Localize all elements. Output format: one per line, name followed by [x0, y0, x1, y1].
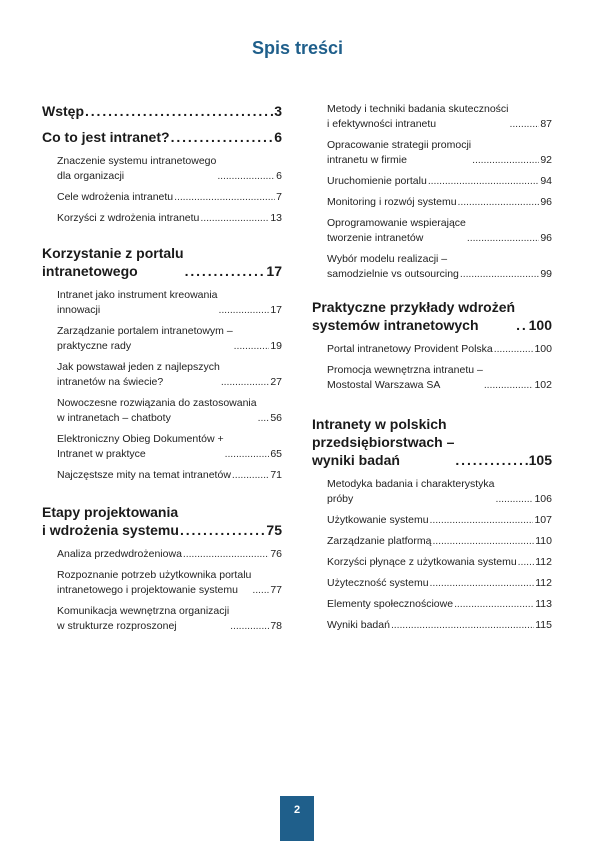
toc-right-sections: [312, 298, 552, 633]
dot-leader: [510, 117, 540, 132]
toc-entry[interactable]: [327, 174, 552, 189]
toc-entry-title: Metodyka badania i charakterystyka próby: [327, 478, 495, 505]
toc-entry-page: 17: [270, 304, 282, 316]
toc-entry-page: 99: [540, 268, 552, 280]
toc-entry-page: 110: [535, 535, 552, 547]
toc-right-column: [312, 102, 552, 655]
toc-entry-title: Analiza przedwdrożeniowa: [57, 548, 182, 560]
toc-entry[interactable]: [327, 534, 552, 549]
toc-entry-title: Rozpoznanie potrzeb użytkownika portalu intranetowego i projektowanie systemu: [57, 569, 252, 596]
toc-entry[interactable]: [327, 342, 552, 357]
toc-entry-title: Metody i techniki badania skuteczności i efektywności intranetu: [327, 103, 509, 130]
dot-leader: [85, 102, 273, 120]
toc-entry[interactable]: [327, 597, 552, 612]
toc-entry[interactable]: [327, 195, 552, 210]
toc-entry-title: Korzyści z wdrożenia intranetu: [57, 212, 200, 224]
toc-entry-page: 100: [534, 343, 552, 355]
toc-entry[interactable]: [57, 211, 282, 226]
toc-section: [42, 503, 282, 634]
dot-leader: [232, 468, 269, 483]
dot-leader: [516, 316, 528, 334]
toc-section-items: [42, 288, 282, 483]
toc-section: [42, 244, 282, 483]
toc-entry-page: 102: [534, 379, 552, 391]
toc-section-page: 17: [266, 263, 282, 279]
toc-section-title: Wstęp: [42, 103, 84, 119]
toc-section-items: [42, 547, 282, 634]
toc-section: [312, 298, 552, 393]
dot-leader: [225, 447, 270, 462]
dot-leader: [234, 339, 270, 354]
dot-leader: [484, 378, 534, 393]
toc-entry-title: Monitoring i rozwój systemu: [327, 196, 457, 208]
toc-entry-page: 71: [270, 469, 282, 481]
toc-entry-title: Oprogramowanie wspierające tworzenie intranetów: [327, 217, 466, 244]
toc-section: [312, 415, 552, 633]
toc-entry[interactable]: [327, 477, 552, 507]
toc-entry-title: Wybór modelu realizacji – samodzielnie vs outsourcing: [327, 253, 459, 280]
dot-leader: [174, 190, 275, 205]
toc-section: [42, 102, 282, 120]
toc-entry[interactable]: [57, 604, 282, 634]
dot-leader: [180, 521, 265, 539]
page-title: Spis treści: [251, 38, 344, 58]
toc-section-page: 6: [274, 129, 282, 145]
toc-entry-title: Elektroniczny Obieg Dokumentów + Intranet w praktyce: [57, 433, 224, 460]
toc-entry[interactable]: [327, 102, 552, 132]
toc-entry-title: Komunikacja wewnętrzna organizacji w strukturze rozproszonej: [57, 605, 230, 632]
toc-section-items: [312, 342, 552, 393]
dot-leader: [221, 375, 269, 390]
toc-entry[interactable]: [327, 513, 552, 528]
toc-entry-title: Uruchomienie portalu: [327, 175, 427, 187]
toc-entry-page: 27: [270, 376, 282, 388]
page-number-badge: 2: [280, 796, 314, 841]
dot-leader: [467, 231, 539, 246]
dot-leader: [185, 262, 266, 280]
toc-entry[interactable]: [57, 324, 282, 354]
toc-section-title: Korzystanie z portalu intranetowego: [42, 245, 184, 279]
toc-entry-page: 96: [540, 232, 552, 244]
toc-entry[interactable]: [327, 618, 552, 633]
toc-entry-page: 112: [535, 556, 552, 568]
toc-entry[interactable]: [57, 154, 282, 184]
toc-entry-page: 78: [270, 620, 282, 632]
toc-entry[interactable]: [327, 216, 552, 246]
toc-entry-page: 76: [270, 548, 282, 560]
toc-entry[interactable]: [57, 568, 282, 598]
toc-entry-title: Zarządzanie portalem intranetowym – praktyczne rady: [57, 325, 233, 352]
toc-entry-page: 112: [535, 577, 552, 589]
toc-section-heading[interactable]: [312, 298, 552, 334]
toc-entry[interactable]: [57, 468, 282, 483]
dot-leader: [460, 267, 539, 282]
toc-section-page: 105: [528, 452, 552, 468]
toc-entry-title: Wyniki badań: [327, 619, 390, 631]
toc-section-title: Praktyczne przykłady wdrożeń systemów intranetowych: [312, 299, 516, 333]
dot-leader: [219, 303, 270, 318]
toc-entry-page: 19: [270, 340, 282, 352]
toc-entry-title: Najczęstsze mity na temat intranetów: [57, 469, 231, 481]
toc-entry-page: 77: [270, 584, 282, 596]
toc-entry-page: 92: [540, 154, 552, 166]
toc-entry-page: 113: [535, 598, 552, 610]
dot-leader: [230, 619, 269, 634]
toc-entry-page: 65: [270, 448, 282, 460]
toc-entry-title: Nowoczesne rozwiązania do zastosowania w intranetach – chatboty: [57, 397, 257, 424]
dot-leader: [430, 576, 535, 591]
toc-entry-page: 94: [540, 175, 552, 187]
toc-entry-title: Zarządzanie platformą: [327, 535, 432, 547]
toc-section-heading[interactable]: [312, 415, 552, 469]
toc-entry-page: 56: [270, 412, 282, 424]
dot-leader: [391, 618, 534, 633]
dot-leader: [496, 492, 534, 507]
toc-entry-page: 106: [534, 493, 552, 505]
toc-section-heading[interactable]: [42, 244, 282, 280]
toc-entry-title: Elementy społecznościowe: [327, 598, 454, 610]
toc-entry-title: Intranet jako instrument kreowania innowacji: [57, 289, 218, 316]
dot-leader: [472, 153, 539, 168]
toc-continued-items: [312, 102, 552, 282]
toc-section-title: Intranety w polskich przedsiębiorstwach – wyniki badań: [312, 416, 455, 468]
dot-leader: [518, 555, 535, 570]
dot-leader: [217, 169, 275, 184]
dot-leader: [200, 211, 269, 226]
toc-left-column: [42, 102, 282, 648]
toc-entry[interactable]: [57, 360, 282, 390]
toc-entry-title: Cele wdrożenia intranetu: [57, 191, 174, 203]
toc-entry[interactable]: [57, 190, 282, 205]
toc-section-title: Etapy projektowania i wdrożenia systemu: [42, 504, 179, 538]
toc-entry-page: 115: [535, 619, 552, 631]
dot-leader: [494, 342, 534, 357]
toc-section-heading[interactable]: [42, 503, 282, 539]
toc-entry-title: Użytkowanie systemu: [327, 514, 429, 526]
toc-entry-page: 7: [276, 191, 282, 203]
toc-entry[interactable]: [327, 252, 552, 282]
toc-section-heading[interactable]: [42, 128, 282, 146]
toc-section-title: Co to jest intranet?: [42, 129, 170, 145]
dot-leader: [258, 411, 270, 426]
toc-entry-title: Użyteczność systemu: [327, 577, 429, 589]
toc-entry-page: 6: [276, 170, 282, 182]
toc-entry[interactable]: [327, 555, 552, 570]
toc-entry-title: Portal intranetowy Provident Polska: [327, 343, 493, 355]
toc-section-page: 75: [266, 522, 282, 538]
toc-entry-page: 13: [270, 212, 282, 224]
toc-entry-page: 96: [540, 196, 552, 208]
toc-section-items: [312, 477, 552, 633]
toc-section: [42, 128, 282, 226]
toc-entry[interactable]: [57, 547, 282, 562]
dot-leader: [430, 513, 534, 528]
dot-leader: [171, 128, 274, 146]
toc-section-page: 3: [274, 103, 282, 119]
toc-entry[interactable]: [57, 396, 282, 426]
toc-entry-title: Korzyści płynące z użytkowania systemu: [327, 556, 517, 568]
toc-entry[interactable]: [327, 576, 552, 591]
toc-entry-title: Jak powstawał jeden z najlepszych intranetów na świecie?: [57, 361, 220, 388]
toc-entry[interactable]: [57, 432, 282, 462]
toc-entry-title: Promocja wewnętrzna intranetu – Mostostal Warszawa SA: [327, 364, 483, 391]
toc-section-items: [42, 154, 282, 226]
toc-section-page: 100: [528, 317, 552, 333]
toc-entry-page: 107: [534, 514, 552, 526]
toc-entry-page: 87: [540, 118, 552, 130]
toc-entry[interactable]: [57, 288, 282, 318]
dot-leader: [458, 195, 540, 210]
toc-section-heading[interactable]: [42, 102, 282, 120]
toc-entry-title: Znaczenie systemu intranetowego dla organizacji: [57, 155, 217, 182]
dot-leader: [454, 597, 534, 612]
dot-leader: [183, 547, 269, 562]
toc-entry-title: Opracowanie strategii promocji intranetu w firmie: [327, 139, 472, 166]
toc-entry[interactable]: [327, 138, 552, 168]
dot-leader: [428, 174, 540, 189]
dot-leader: [432, 534, 534, 549]
dot-leader: [252, 583, 269, 598]
toc-entry[interactable]: [327, 363, 552, 393]
dot-leader: [455, 451, 527, 469]
